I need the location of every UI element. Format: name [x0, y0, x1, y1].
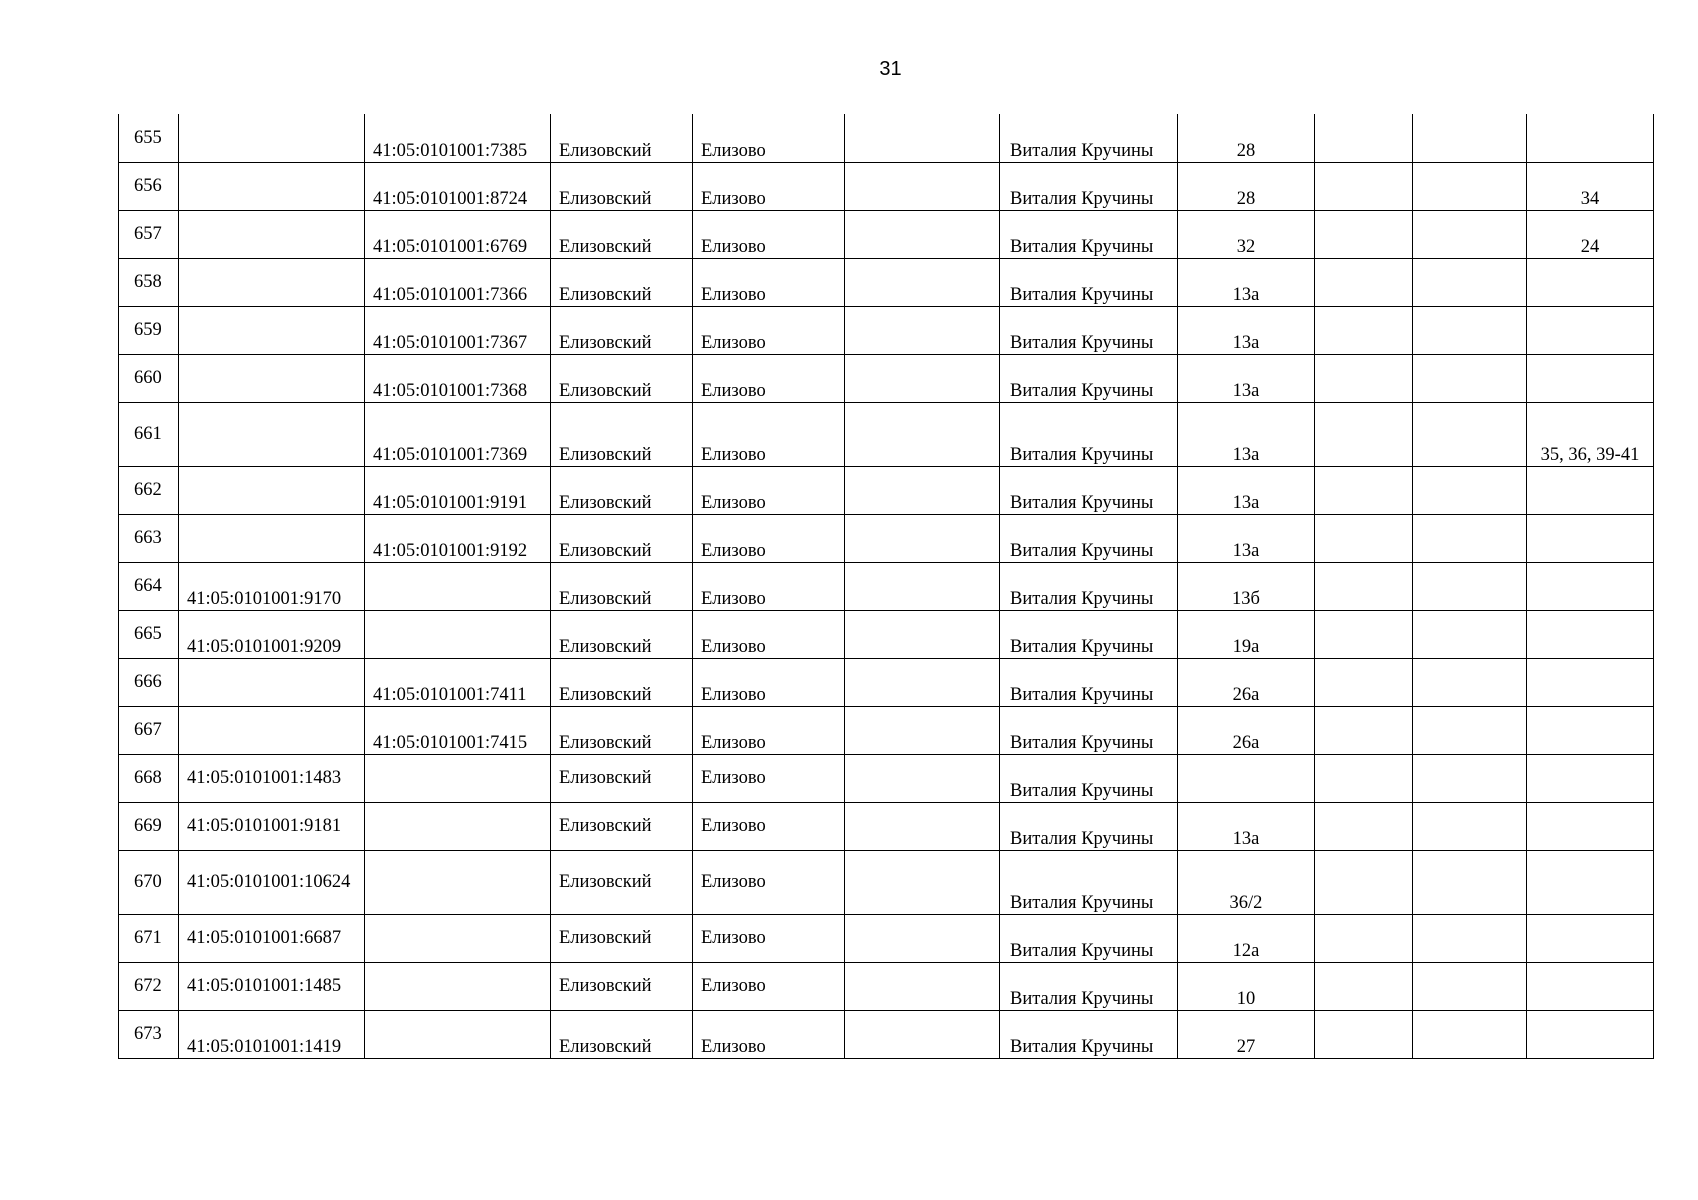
house-number-cell: 13а [1178, 514, 1315, 562]
row-number: 669 [119, 802, 179, 850]
street-cell: Виталия Кручины [1000, 610, 1178, 658]
town-cell: Елизово [693, 802, 845, 850]
room-numbers-cell [1527, 802, 1654, 850]
house-number-cell: 26а [1178, 658, 1315, 706]
empty-cell [1315, 754, 1413, 802]
empty-cell [1315, 802, 1413, 850]
street-cell: Виталия Кручины [1000, 562, 1178, 610]
street-cell: Виталия Кручины [1000, 210, 1178, 258]
cadastral-number-1: 41:05:0101001:9209 [179, 610, 365, 658]
empty-cell [1315, 466, 1413, 514]
table-row [119, 402, 1654, 466]
district-cell: Елизовский [551, 610, 693, 658]
empty-cell [845, 306, 1000, 354]
cadastral-number-1 [179, 114, 365, 162]
empty-cell [845, 466, 1000, 514]
table-body [119, 114, 1654, 1058]
row-number: 655 [119, 114, 179, 162]
room-numbers-cell [1527, 354, 1654, 402]
row-number: 660 [119, 354, 179, 402]
district-cell: Елизовский [551, 802, 693, 850]
empty-cell [845, 754, 1000, 802]
town-cell: Елизово [693, 354, 845, 402]
table-row [119, 706, 1654, 754]
empty-cell [845, 562, 1000, 610]
table-row [119, 562, 1654, 610]
town-cell: Елизово [693, 1010, 845, 1058]
room-numbers-cell [1527, 258, 1654, 306]
row-number: 671 [119, 914, 179, 962]
cadastral-number-1 [179, 210, 365, 258]
table-row [119, 802, 1654, 850]
street-cell: Виталия Кручины [1000, 162, 1178, 210]
cadastral-number-1 [179, 306, 365, 354]
street-cell: Виталия Кручины [1000, 706, 1178, 754]
room-numbers-cell [1527, 1010, 1654, 1058]
cadastral-number-1: 41:05:0101001:9181 [179, 802, 365, 850]
cadastral-number-2 [365, 1010, 551, 1058]
empty-cell [1413, 706, 1527, 754]
empty-cell [1413, 258, 1527, 306]
cadastral-number-1 [179, 354, 365, 402]
empty-cell [1315, 162, 1413, 210]
town-cell: Елизово [693, 306, 845, 354]
row-number: 662 [119, 466, 179, 514]
table-row [119, 162, 1654, 210]
empty-cell [1413, 914, 1527, 962]
town-cell: Елизово [693, 402, 845, 466]
empty-cell [1315, 354, 1413, 402]
room-numbers-cell [1527, 114, 1654, 162]
table-row [119, 658, 1654, 706]
empty-cell [1413, 114, 1527, 162]
room-numbers-cell [1527, 754, 1654, 802]
room-numbers-cell [1527, 658, 1654, 706]
empty-cell [845, 514, 1000, 562]
row-number: 667 [119, 706, 179, 754]
cadastral-number-1 [179, 706, 365, 754]
row-number: 668 [119, 754, 179, 802]
row-number: 664 [119, 562, 179, 610]
empty-cell [1315, 562, 1413, 610]
street-cell: Виталия Кручины [1000, 914, 1178, 962]
street-cell: Виталия Кручины [1000, 754, 1178, 802]
cadastral-number-1: 41:05:0101001:1419 [179, 1010, 365, 1058]
district-cell: Елизовский [551, 1010, 693, 1058]
street-cell: Виталия Кручины [1000, 306, 1178, 354]
district-cell: Елизовский [551, 466, 693, 514]
empty-cell [1315, 962, 1413, 1010]
district-cell: Елизовский [551, 706, 693, 754]
town-cell: Елизово [693, 962, 845, 1010]
cadastral-number-1: 41:05:0101001:1483 [179, 754, 365, 802]
cadastral-number-1 [179, 402, 365, 466]
district-cell: Елизовский [551, 658, 693, 706]
empty-cell [1315, 306, 1413, 354]
town-cell: Елизово [693, 562, 845, 610]
cadastral-number-1 [179, 658, 365, 706]
cadastral-number-2: 41:05:0101001:7366 [365, 258, 551, 306]
house-number-cell: 32 [1178, 210, 1315, 258]
district-cell: Елизовский [551, 914, 693, 962]
house-number-cell: 13а [1178, 466, 1315, 514]
cadastral-number-1 [179, 162, 365, 210]
town-cell: Елизово [693, 210, 845, 258]
empty-cell [1413, 754, 1527, 802]
house-number-cell: 28 [1178, 162, 1315, 210]
empty-cell [1315, 514, 1413, 562]
empty-cell [1413, 562, 1527, 610]
town-cell: Елизово [693, 258, 845, 306]
house-number-cell: 13б [1178, 562, 1315, 610]
cadastral-number-2: 41:05:0101001:6769 [365, 210, 551, 258]
cadastral-number-2: 41:05:0101001:7385 [365, 114, 551, 162]
cadastral-number-1: 41:05:0101001:9170 [179, 562, 365, 610]
cadastral-number-1: 41:05:0101001:1485 [179, 962, 365, 1010]
town-cell: Елизово [693, 754, 845, 802]
cadastral-number-1 [179, 258, 365, 306]
cadastral-number-2: 41:05:0101001:7415 [365, 706, 551, 754]
row-number: 673 [119, 1010, 179, 1058]
empty-cell [845, 162, 1000, 210]
empty-cell [845, 706, 1000, 754]
house-number-cell: 13а [1178, 258, 1315, 306]
district-cell: Елизовский [551, 210, 693, 258]
row-number: 656 [119, 162, 179, 210]
room-numbers-cell [1527, 706, 1654, 754]
table-row [119, 258, 1654, 306]
district-cell: Елизовский [551, 258, 693, 306]
town-cell: Елизово [693, 658, 845, 706]
house-number-cell: 26а [1178, 706, 1315, 754]
town-cell: Елизово [693, 114, 845, 162]
district-cell: Елизовский [551, 354, 693, 402]
table-row [119, 962, 1654, 1010]
empty-cell [1413, 962, 1527, 1010]
house-number-cell: 28 [1178, 114, 1315, 162]
empty-cell [845, 114, 1000, 162]
cadastral-number-1 [179, 514, 365, 562]
row-number: 670 [119, 850, 179, 914]
cadastral-number-2: 41:05:0101001:7411 [365, 658, 551, 706]
empty-cell [1315, 1010, 1413, 1058]
room-numbers-cell: 24 [1527, 210, 1654, 258]
street-cell: Виталия Кручины [1000, 466, 1178, 514]
town-cell: Елизово [693, 466, 845, 514]
empty-cell [845, 802, 1000, 850]
room-numbers-cell [1527, 962, 1654, 1010]
street-cell: Виталия Кручины [1000, 850, 1178, 914]
district-cell: Елизовский [551, 514, 693, 562]
town-cell: Елизово [693, 610, 845, 658]
room-numbers-cell [1527, 514, 1654, 562]
empty-cell [1413, 354, 1527, 402]
row-number: 666 [119, 658, 179, 706]
empty-cell [1413, 306, 1527, 354]
house-number-cell: 19а [1178, 610, 1315, 658]
registry-table [118, 114, 1654, 1059]
empty-cell [1413, 514, 1527, 562]
table-row [119, 354, 1654, 402]
page-number: 31 [879, 58, 902, 80]
district-cell: Елизовский [551, 114, 693, 162]
cadastral-number-2 [365, 562, 551, 610]
room-numbers-cell [1527, 850, 1654, 914]
empty-cell [845, 850, 1000, 914]
empty-cell [1413, 466, 1527, 514]
empty-cell [1315, 914, 1413, 962]
house-number-cell: 10 [1178, 962, 1315, 1010]
house-number-cell [1178, 754, 1315, 802]
row-number: 672 [119, 962, 179, 1010]
district-cell: Елизовский [551, 306, 693, 354]
empty-cell [1413, 210, 1527, 258]
cadastral-number-2: 41:05:0101001:7369 [365, 402, 551, 466]
district-cell: Елизовский [551, 162, 693, 210]
row-number: 665 [119, 610, 179, 658]
empty-cell [1315, 610, 1413, 658]
row-number: 661 [119, 402, 179, 466]
street-cell: Виталия Кручины [1000, 114, 1178, 162]
empty-cell [845, 210, 1000, 258]
row-number: 658 [119, 258, 179, 306]
town-cell: Елизово [693, 706, 845, 754]
house-number-cell: 13а [1178, 306, 1315, 354]
town-cell: Елизово [693, 514, 845, 562]
empty-cell [1413, 802, 1527, 850]
house-number-cell: 13а [1178, 402, 1315, 466]
district-cell: Елизовский [551, 562, 693, 610]
room-numbers-cell [1527, 562, 1654, 610]
town-cell: Елизово [693, 162, 845, 210]
cadastral-number-2 [365, 610, 551, 658]
table-row [119, 466, 1654, 514]
table-row [119, 210, 1654, 258]
table-row [119, 514, 1654, 562]
empty-cell [1413, 1010, 1527, 1058]
district-cell: Елизовский [551, 754, 693, 802]
empty-cell [845, 610, 1000, 658]
empty-cell [845, 258, 1000, 306]
cadastral-number-2 [365, 962, 551, 1010]
empty-cell [845, 914, 1000, 962]
row-number: 663 [119, 514, 179, 562]
district-cell: Елизовский [551, 850, 693, 914]
house-number-cell: 13а [1178, 354, 1315, 402]
table-row [119, 306, 1654, 354]
cadastral-number-1: 41:05:0101001:6687 [179, 914, 365, 962]
table-row [119, 610, 1654, 658]
street-cell: Виталия Кручины [1000, 962, 1178, 1010]
empty-cell [1413, 162, 1527, 210]
cadastral-number-2 [365, 802, 551, 850]
town-cell: Елизово [693, 914, 845, 962]
empty-cell [1413, 658, 1527, 706]
empty-cell [845, 1010, 1000, 1058]
cadastral-number-2: 41:05:0101001:9192 [365, 514, 551, 562]
street-cell: Виталия Кручины [1000, 402, 1178, 466]
empty-cell [1315, 706, 1413, 754]
room-numbers-cell [1527, 914, 1654, 962]
table-row [119, 754, 1654, 802]
row-number: 659 [119, 306, 179, 354]
row-number: 657 [119, 210, 179, 258]
house-number-cell: 12а [1178, 914, 1315, 962]
cadastral-number-2: 41:05:0101001:8724 [365, 162, 551, 210]
street-cell: Виталия Кручины [1000, 802, 1178, 850]
district-cell: Елизовский [551, 962, 693, 1010]
cadastral-number-2: 41:05:0101001:7368 [365, 354, 551, 402]
street-cell: Виталия Кручины [1000, 514, 1178, 562]
empty-cell [1315, 114, 1413, 162]
district-cell: Елизовский [551, 402, 693, 466]
empty-cell [1413, 850, 1527, 914]
empty-cell [1413, 610, 1527, 658]
town-cell: Елизово [693, 850, 845, 914]
room-numbers-cell [1527, 610, 1654, 658]
cadastral-number-2: 41:05:0101001:7367 [365, 306, 551, 354]
empty-cell [1315, 402, 1413, 466]
empty-cell [1315, 850, 1413, 914]
cadastral-number-1 [179, 466, 365, 514]
cadastral-number-2 [365, 914, 551, 962]
cadastral-number-2 [365, 850, 551, 914]
empty-cell [845, 658, 1000, 706]
empty-cell [1413, 402, 1527, 466]
table-row [119, 1010, 1654, 1058]
room-numbers-cell [1527, 306, 1654, 354]
table-row [119, 914, 1654, 962]
street-cell: Виталия Кручины [1000, 658, 1178, 706]
house-number-cell: 36/2 [1178, 850, 1315, 914]
cadastral-number-1: 41:05:0101001:10624 [179, 850, 365, 914]
cadastral-number-2 [365, 754, 551, 802]
empty-cell [1315, 658, 1413, 706]
street-cell: Виталия Кручины [1000, 258, 1178, 306]
empty-cell [1315, 210, 1413, 258]
empty-cell [1315, 258, 1413, 306]
room-numbers-cell [1527, 466, 1654, 514]
empty-cell [845, 354, 1000, 402]
table-row [119, 850, 1654, 914]
house-number-cell: 13а [1178, 802, 1315, 850]
room-numbers-cell: 35, 36, 39-41 [1527, 402, 1654, 466]
empty-cell [845, 962, 1000, 1010]
table-row [119, 114, 1654, 162]
street-cell: Виталия Кручины [1000, 1010, 1178, 1058]
room-numbers-cell: 34 [1527, 162, 1654, 210]
house-number-cell: 27 [1178, 1010, 1315, 1058]
empty-cell [845, 402, 1000, 466]
cadastral-number-2: 41:05:0101001:9191 [365, 466, 551, 514]
street-cell: Виталия Кручины [1000, 354, 1178, 402]
